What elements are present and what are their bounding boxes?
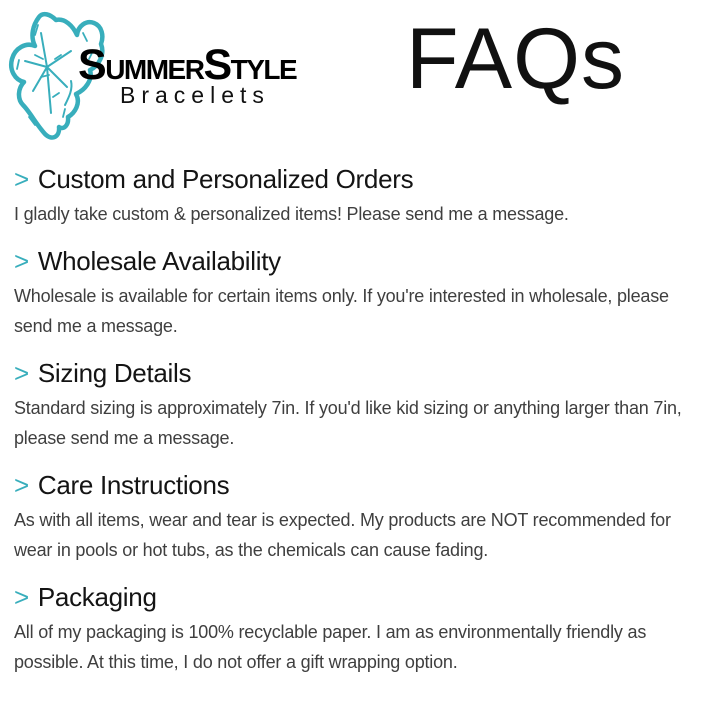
faq-item [14,581,704,677]
faq-question-text: Packaging [37,582,157,612]
chevron-icon: > [14,582,29,612]
chevron-icon: > [14,358,29,388]
brand-wordmark-part: S [78,41,106,89]
brand-wordmark-part: S [203,41,231,89]
brand-wordmark-part: TYLE [230,54,297,85]
chevron-icon: > [14,470,29,500]
faq-list [0,155,720,677]
faq-question [14,469,704,501]
faq-question-text: Care Instructions [37,470,230,500]
faq-answer: Standard sizing is approximately 7in. If you'd like kid sizing or anything larger than 7in, please send me a message. [14,398,682,448]
faq-item [14,163,704,229]
faq-question-text: Sizing Details [37,358,192,388]
faq-question [14,245,704,277]
faq-answer: As with all items, wear and tear is expected. My products are NOT recommended for wear in pools or hot tubs, as the chemicals can cause fading. [14,510,671,560]
faq-question [14,357,704,389]
brand-header [0,0,720,155]
brand-wordmark [78,41,297,89]
faq-question-text: Wholesale Availability [37,246,281,276]
faq-question-text: Custom and Personalized Orders [37,164,414,194]
brand-subtitle: Bracelets [120,82,270,108]
brand-wordmark-part: UMMER [105,54,204,85]
faq-question [14,163,704,195]
faq-item [14,469,704,565]
chevron-icon: > [14,246,29,276]
faq-item [14,357,704,453]
faq-answer: I gladly take custom & personalized items! Please send me a message. [14,204,569,224]
faq-item [14,245,704,341]
faq-answer: All of my packaging is 100% recyclable paper. I am as environmentally friendly as possible. At this time, I do not offer a gift wrapping option. [14,622,647,672]
faq-question [14,581,704,613]
faq-answer: Wholesale is available for certain items only. If you're interested in wholesale, please send me a message. [14,286,669,336]
chevron-icon: > [14,164,29,194]
page-title: FAQs [406,11,626,107]
